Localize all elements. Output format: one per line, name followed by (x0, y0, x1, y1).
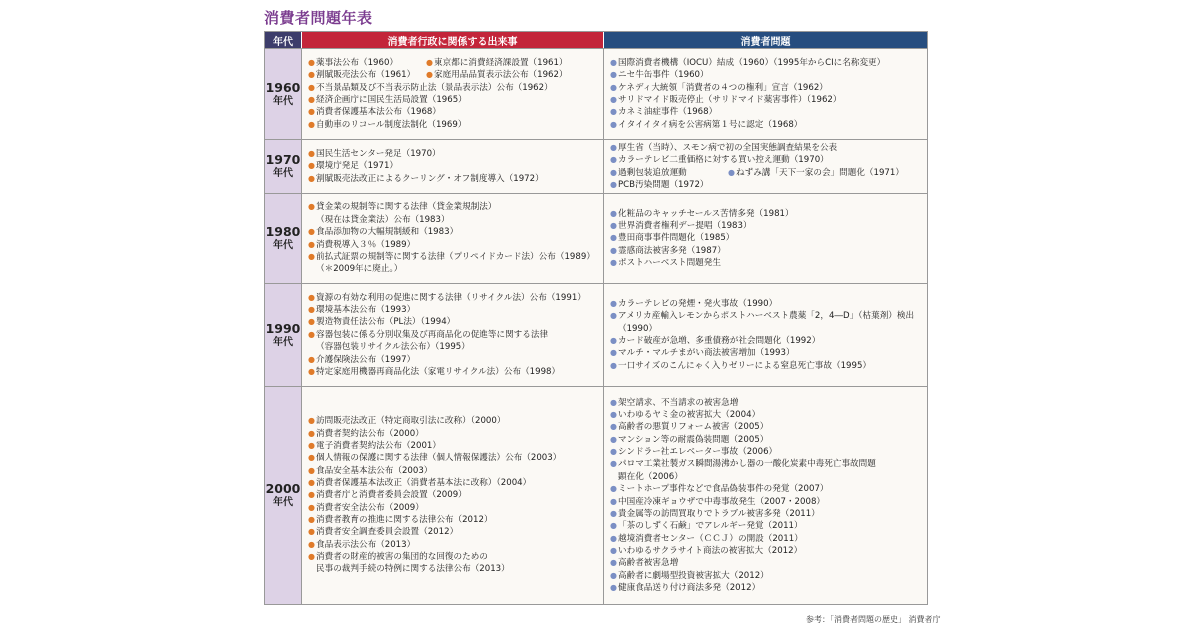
item-text: 消費者保護基本法公布（1968） (316, 107, 441, 118)
list-item (308, 263, 599, 275)
list-item (308, 148, 599, 160)
bullet-icon: ● (308, 428, 315, 438)
bullet-icon: ● (308, 453, 315, 463)
item-text: （＊2009年に廃止。） (316, 264, 403, 275)
item-text: 一口サイズのこんにゃく入りゼリーによる窒息死亡事故（1995） (618, 360, 872, 371)
government-events-cell (302, 387, 604, 604)
item-text: 環境庁発足（1971） (316, 161, 399, 172)
era-suffix: 年代 (273, 168, 293, 179)
item-text: 不当景品類及び不当表示防止法（景品表示法）公布（1962） (316, 82, 553, 93)
bullet-icon: ● (308, 515, 315, 525)
era-year: 1990 (265, 320, 301, 336)
bullet-icon: ● (308, 202, 315, 212)
bullet-icon: ● (308, 292, 315, 302)
bullet-icon: ● (610, 245, 617, 255)
list-item (610, 220, 923, 232)
bullet-icon: ● (610, 142, 617, 152)
item-text: 製造物責任法公布（PL法）（1994） (316, 317, 456, 328)
list-item (610, 335, 923, 347)
list-item (610, 208, 923, 220)
item-text: ニセ牛缶事件（1960） (618, 70, 709, 81)
list-item (610, 82, 923, 94)
bullet-icon: ● (308, 251, 315, 261)
list-item (610, 570, 923, 582)
item-text: 中国産冷凍ギョウザで中毒事故発生（2007・2008） (618, 496, 826, 507)
item-text: 食品添加物の大幅規制緩和（1983） (316, 227, 459, 238)
government-events-cell (302, 284, 604, 386)
bullet-icon: ● (308, 527, 315, 537)
bullet-icon: ● (308, 239, 315, 249)
item-text: ミートホープ事件などで食品偽装事件の発覚（2007） (618, 484, 829, 495)
era-year: 1960 (265, 79, 301, 95)
header-consumer-issues: 消費者問題 (604, 32, 927, 48)
list-item (610, 483, 923, 495)
list-item (308, 551, 599, 563)
source-note: 参考：「消費者問題の歴史」 消費者庁 (806, 615, 941, 624)
bullet-icon: ● (610, 95, 617, 104)
bullet-icon: ● (610, 582, 617, 592)
era-year: 1980 (265, 224, 301, 239)
item-text: カネミ油症事件（1968） (618, 107, 718, 118)
item-text: 健康食品送り付け商法多発（2012） (618, 582, 761, 593)
era-cell (265, 49, 302, 139)
item-text: 民事の裁判手続の特例に関する法律公布（2013） (316, 564, 510, 575)
bullet-icon: ● (610, 107, 617, 117)
item-text: イタイイタイ病を公害病第１号に認定（1968） (618, 119, 803, 130)
bullet-icon: ● (610, 70, 617, 80)
list-item (308, 329, 599, 341)
consumer-issues-cell (604, 140, 927, 193)
item-text: 高齢者の悪質リフォーム被害（2005） (618, 422, 769, 433)
item-text: 高齢者被害急増 (618, 558, 679, 569)
bullet-icon: ● (610, 179, 617, 189)
bullet-icon: ● (308, 502, 315, 512)
bullet-icon: ● (610, 422, 617, 432)
list-item (308, 366, 599, 378)
list-item (308, 539, 599, 551)
bullet-icon: ● (308, 440, 315, 450)
list-item (426, 57, 568, 69)
list-item (728, 167, 904, 179)
item-text: シンドラー社エレベーター事故（2006） (618, 447, 778, 458)
era-cell (265, 284, 302, 386)
list-item (610, 471, 923, 483)
consumer-issues-cell (604, 284, 927, 386)
bullet-icon: ● (610, 508, 617, 518)
list-item-pair (308, 57, 599, 69)
bullet-icon: ● (610, 545, 617, 555)
bullet-icon: ● (610, 570, 617, 580)
bullet-icon: ● (610, 558, 617, 568)
government-events-cell (302, 140, 604, 193)
list-item (610, 557, 923, 569)
list-item (610, 347, 923, 359)
era-suffix: 年代 (273, 336, 293, 348)
bullet-icon: ● (610, 311, 617, 321)
bullet-icon: ● (610, 155, 617, 165)
bullet-icon: ● (610, 484, 617, 494)
item-text: 消費者安全調査委員会設置（2012） (316, 527, 459, 538)
item-text: 越境消費者センター（ＣＣＪ）の開設（2011） (618, 533, 803, 544)
item-text: 消費者の財産的被害の集団的な回復のための (316, 552, 488, 563)
item-text: 消費者庁と消費者委員会設置（2009） (316, 490, 467, 501)
list-item (308, 251, 599, 263)
list-item (308, 173, 599, 185)
header-era: 年代 (265, 32, 302, 48)
era-year: 1970 (265, 152, 301, 167)
item-text: 家庭用品品質表示法公布（1962） (434, 70, 568, 81)
table-header (265, 32, 927, 48)
list-item (308, 489, 599, 501)
era-suffix: 年代 (273, 497, 293, 508)
list-item (308, 465, 599, 477)
item-text: PCB汚染問題（1972） (618, 179, 709, 190)
list-item (610, 94, 923, 106)
item-text: 豊田商事事件問題化（1985） (618, 233, 735, 244)
list-item (610, 434, 923, 446)
bullet-icon: ● (610, 57, 617, 67)
item-text: 容器包装に係る分別収集及び再商品化の促進等に関する法律 (316, 329, 549, 340)
item-text: いわゆるヤミ金の被害拡大（2004） (618, 410, 761, 421)
bullet-icon: ● (308, 107, 315, 117)
list-item (308, 119, 599, 131)
era-cell (265, 140, 302, 193)
list-item (308, 428, 599, 440)
list-item (610, 298, 923, 310)
list-item (610, 323, 923, 335)
bullet-icon: ● (610, 360, 617, 370)
header-government-events: 消費者行政に関係する出来事 (302, 32, 604, 48)
item-text: 厚生省（当時）、スモン病で初の全国実態調査結果を公表 (618, 142, 838, 153)
list-item (610, 310, 923, 322)
item-text: 霊感商法被害多発（1987） (618, 245, 726, 256)
bullet-icon: ● (426, 57, 433, 67)
item-text: 自動車のリコール制度法制化（1969） (316, 119, 467, 130)
item-text: 消費税導入３％（1989） (316, 239, 416, 250)
item-text: 貴金属等の訪問買取りでトラブル被害多発（2011） (618, 508, 820, 519)
bullet-icon: ● (308, 329, 315, 339)
era-suffix: 年代 (273, 240, 293, 251)
list-item (610, 232, 923, 244)
item-text: 世界消費者権利デー提唱（1983） (618, 220, 752, 231)
consumer-issues-cell (604, 387, 927, 604)
list-item (308, 226, 599, 238)
item-text: 消費者保護基本法改正（消費者基本法に改称）（2004） (316, 477, 532, 488)
bullet-icon: ● (610, 208, 617, 218)
list-item (610, 397, 923, 409)
item-text: 顕在化（2006） (618, 471, 683, 482)
list-item (308, 239, 599, 251)
item-text: 消費者契約法公布（2000） (316, 428, 424, 439)
bullet-icon: ● (610, 220, 617, 230)
bullet-icon: ● (308, 82, 315, 92)
bullet-icon: ● (308, 366, 315, 376)
bullet-icon: ● (308, 317, 315, 327)
bullet-icon: ● (610, 533, 617, 543)
item-text: 国民生活センター発足（1970） (316, 148, 441, 159)
list-item (610, 142, 923, 154)
list-item (308, 292, 599, 304)
table-row (265, 193, 927, 283)
bullet-icon: ● (308, 161, 315, 171)
bullet-icon: ● (308, 539, 315, 549)
list-item (610, 409, 923, 421)
list-item (308, 316, 599, 328)
item-text: 割賦販売法改正によるクーリング・オフ制度導入（1972） (316, 173, 544, 184)
bullet-icon: ● (610, 447, 617, 457)
list-item (308, 514, 599, 526)
consumer-issues-cell (604, 49, 927, 139)
list-item (308, 354, 599, 366)
bullet-icon: ● (610, 336, 617, 345)
bullet-icon: ● (610, 496, 617, 506)
item-text: アメリカ産輸入レモンからポストハーベスト農薬「2，4―D」（枯葉剤）検出 (618, 311, 915, 322)
item-text: マンション等の耐震偽装問題（2005） (618, 434, 769, 445)
list-item (610, 245, 923, 257)
page-title: 消費者問題年表 (264, 9, 373, 27)
item-text: 食品表示法公布（2013） (316, 539, 416, 550)
item-text: 経済企画庁に国民生活局設置（1965） (316, 95, 467, 105)
item-text: ケネディ大統領「消費者の４つの権利」宣言（1962） (618, 82, 828, 93)
item-text: 電子消費者契約法公布（2001） (316, 440, 441, 451)
table-row (265, 139, 927, 193)
list-item (610, 533, 923, 545)
list-item (308, 526, 599, 538)
table-row (265, 386, 927, 604)
item-text: カード破産が急増、多重債務が社会問題化（1992） (618, 336, 821, 346)
list-item (308, 160, 599, 172)
list-item (308, 106, 599, 118)
item-text: カラーテレビ二重価格に対する買い控え運動（1970） (618, 155, 829, 166)
item-text: パロマ工業社製ガス瞬間湯沸かし器の一酸化炭素中毒死亡事故問題 (618, 459, 876, 470)
item-text: 割賦販売法公布（1961） (316, 70, 416, 81)
list-item-pair (610, 167, 923, 179)
item-text: 高齢者に劇場型投資被害拡大（2012） (618, 570, 769, 581)
consumer-issues-cell (604, 194, 927, 283)
item-text: （1990） (618, 323, 658, 334)
list-item (610, 119, 923, 131)
item-text: 消費者安全法公布（2009） (316, 502, 424, 513)
list-item (610, 458, 923, 470)
bullet-icon: ● (308, 354, 315, 364)
bullet-icon: ● (308, 477, 315, 487)
table-row (265, 283, 927, 386)
item-text: 個人情報の保護に関する法律（個人情報保護法）公布（2003） (316, 453, 562, 464)
bullet-icon: ● (308, 227, 315, 237)
bullet-icon: ● (610, 119, 617, 129)
era-cell (265, 194, 302, 283)
item-text: 過剰包装追放運動 (618, 167, 687, 178)
bullet-icon: ● (308, 465, 315, 475)
era-year: 2000 (265, 481, 301, 496)
list-item (610, 57, 923, 69)
bullet-icon: ● (610, 521, 617, 531)
item-text: 東京都に消費経済課設置（1961） (434, 57, 568, 68)
list-item (610, 545, 923, 557)
bullet-icon: ● (308, 173, 315, 183)
item-text: 「茶のしずく石鹸」でアレルギー発覚（2011） (618, 521, 803, 532)
item-text: ねずみ講「天下一家の会」問題化（1971） (736, 167, 904, 178)
bullet-icon: ● (308, 70, 315, 80)
government-events-cell (302, 194, 604, 283)
chronology-table (264, 31, 928, 605)
list-item (610, 520, 923, 532)
list-item (610, 582, 923, 594)
list-item (308, 452, 599, 464)
bullet-icon: ● (610, 258, 617, 268)
item-text: ポストハーベスト問題発生 (618, 258, 721, 269)
list-item (610, 69, 923, 81)
list-item (308, 57, 426, 69)
list-item (610, 179, 923, 191)
item-text: 特定家庭用機器再商品化法（家電リサイクル法）公布（1998） (316, 366, 561, 377)
bullet-icon: ● (308, 57, 315, 67)
item-text: （容器包装リサイクル法公布）（1995） (316, 342, 470, 353)
list-item (308, 440, 599, 452)
list-item (308, 477, 599, 489)
bullet-icon: ● (610, 298, 617, 308)
bullet-icon: ● (308, 95, 315, 104)
item-text: いわゆるサクラサイト商法の被害拡大（2012） (618, 545, 803, 556)
bullet-icon: ● (610, 167, 617, 177)
table-body (265, 48, 927, 604)
item-text: 貸金業の規制等に関する法律（貸金業規制法） (316, 202, 497, 213)
bullet-icon: ● (308, 148, 315, 158)
list-item (308, 82, 599, 94)
list-item (308, 201, 599, 213)
bullet-icon: ● (728, 167, 735, 177)
bullet-icon: ● (610, 410, 617, 420)
item-text: 前払式証票の規制等に関する法律（プリペイドカード法）公布（1989） (316, 251, 595, 262)
item-text: （現在は貸金業法）公布（1983） (316, 214, 450, 225)
list-item (308, 304, 599, 316)
list-item (308, 563, 599, 575)
list-item (426, 69, 568, 81)
list-item (610, 257, 923, 269)
bullet-icon: ● (610, 434, 617, 444)
item-text: 訪問販売法改正（特定商取引法に改称）（2000） (316, 416, 506, 427)
bullet-icon: ● (426, 70, 433, 80)
era-suffix: 年代 (273, 95, 293, 107)
bullet-icon: ● (610, 397, 617, 407)
list-item (308, 415, 599, 427)
item-text: サリドマイド販売停止（サリドマイド薬害事件）（1962） (618, 95, 842, 105)
list-item (610, 360, 923, 372)
item-text: 薬事法公布（1960） (316, 57, 399, 68)
bullet-icon: ● (610, 233, 617, 243)
item-text: 国際消費者機構（IOCU）結成（1960）（1995年からCIに名称変更） (618, 57, 886, 68)
item-text: 資源の有効な利用の促進に関する法律（リサイクル法）公布（1991） (316, 292, 586, 303)
list-item (308, 502, 599, 514)
bullet-icon: ● (308, 490, 315, 500)
bullet-icon: ● (308, 119, 315, 129)
list-item (610, 496, 923, 508)
list-item (610, 154, 923, 166)
bullet-icon: ● (308, 305, 315, 315)
item-text: 介護保険法公布（1997） (316, 354, 416, 365)
era-cell (265, 387, 302, 604)
list-item (610, 421, 923, 433)
item-text: 食品安全基本法公布（2003） (316, 465, 433, 476)
list-item (308, 69, 426, 81)
list-item (610, 106, 923, 118)
bullet-icon: ● (610, 348, 617, 358)
bullet-icon: ● (308, 416, 315, 426)
item-text: マルチ・マルチまがい商法被害増加（1993） (618, 348, 795, 359)
list-item (610, 446, 923, 458)
list-item-pair (308, 69, 599, 81)
item-text: 化粧品のキャッチセールス苦情多発（1981） (618, 208, 794, 219)
list-item (308, 341, 599, 353)
table-row (265, 48, 927, 139)
item-text: 消費者教育の推進に関する法律公布（2012） (316, 515, 493, 526)
government-events-cell (302, 49, 604, 139)
item-text: 架空請求、不当請求の被害急増 (618, 397, 739, 408)
bullet-icon: ● (308, 552, 315, 562)
list-item (308, 214, 599, 226)
item-text: カラーテレビの発煙・発火事故（1990） (618, 298, 778, 309)
bullet-icon: ● (610, 459, 617, 469)
bullet-icon: ● (610, 82, 617, 92)
list-item (610, 167, 728, 179)
list-item (610, 508, 923, 520)
item-text: 環境基本法公布（1993） (316, 305, 416, 316)
list-item (308, 94, 599, 106)
